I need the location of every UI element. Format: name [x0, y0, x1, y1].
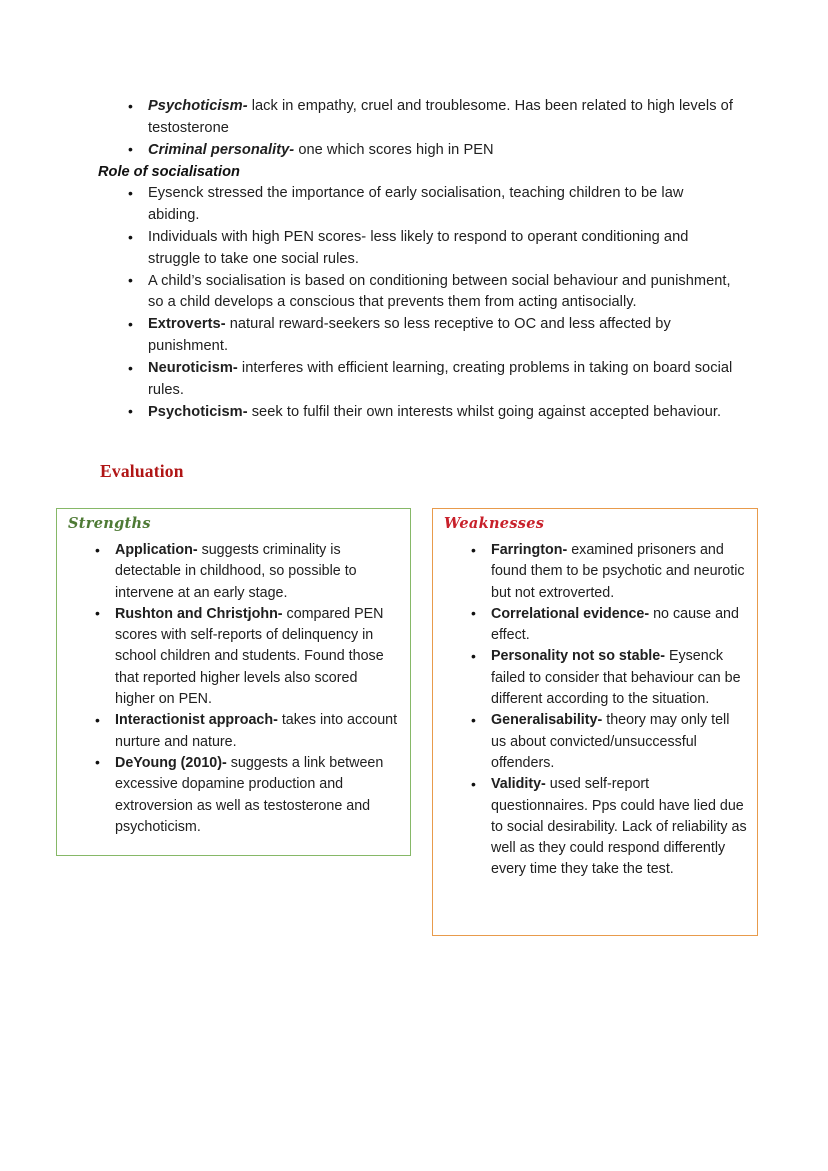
list-item-text: examined prisoners and found them to be psychotic and neurotic but not extroverted.	[491, 542, 745, 601]
weaknesses-box	[432, 508, 758, 936]
list-item-text: takes into account nurture and nature.	[115, 712, 398, 750]
top-bullet-list	[98, 96, 738, 161]
list-item-lead: Correlational evidence-	[491, 605, 650, 622]
list-item	[98, 227, 738, 270]
list-item-lead: DeYoung (2010)-	[115, 754, 227, 771]
list-item-lead: Application-	[115, 542, 198, 558]
list-item	[98, 140, 738, 162]
list-item	[57, 540, 410, 604]
list-item-text: natural reward-seekers so less receptive to OC and less affected by punishment.	[148, 316, 671, 355]
list-item-text: seek to fulfil their own interests whilst going against accepted behaviour.	[247, 403, 722, 420]
list-item	[433, 604, 757, 647]
list-item-text: used self-report questionnaires. Pps could have lied due to social desirability. Lack of reliability as well as they could respond differently every time they take the test.	[491, 776, 747, 878]
list-item	[98, 314, 738, 357]
list-item-text: theory may only tell us about convicted/unsuccessful offenders.	[491, 712, 730, 771]
list-item-text: suggests a link between excessive dopamine production and extroversion as well as testosterone and psychoticism.	[115, 754, 384, 835]
weaknesses-box-title: Weaknesses	[444, 515, 545, 532]
list-item	[57, 604, 410, 710]
list-item	[98, 96, 738, 139]
list-item	[98, 183, 738, 226]
socialisation-bullet-list	[98, 183, 738, 423]
weaknesses-bullet-list	[433, 540, 757, 881]
list-item-lead: Psychoticism-	[148, 403, 248, 420]
role-of-socialisation-heading: Role of socialisation	[98, 163, 240, 180]
list-item	[98, 358, 738, 401]
list-item	[433, 774, 757, 880]
list-item-lead: Rushton and Christjohn-	[115, 605, 283, 622]
strengths-box-title: Strengths	[68, 515, 151, 532]
strengths-bullet-list	[57, 540, 410, 838]
list-item-text: compared PEN scores with self-reports of delinquency in school children and students. Found those that reported higher levels also scored higher on PEN.	[115, 605, 384, 708]
notes-section	[98, 96, 738, 424]
list-item-text: no cause and effect.	[491, 605, 739, 644]
list-item-text: Eysenck stressed the importance of early socialisation, teaching children to be law abiding.	[148, 185, 684, 223]
list-item	[57, 753, 410, 838]
list-item-text: A child’s socialisation is based on conditioning between social behaviour and punishment, so a child develops a conscious that prevents them from acting antisocially.	[148, 272, 731, 311]
list-item-text: Individuals with high PEN scores- less likely to respond to operant conditioning and struggle to take one social rules.	[148, 229, 689, 267]
list-item-lead: Farrington-	[491, 542, 568, 558]
list-item-lead: Psychoticism-	[148, 98, 248, 114]
list-item	[98, 402, 738, 424]
list-item	[98, 271, 738, 314]
list-item-text: interferes with efficient learning, creating problems in taking on board social rules.	[148, 360, 733, 398]
evaluation-heading: Evaluation	[100, 461, 184, 481]
list-item-lead: Generalisability-	[491, 712, 603, 729]
list-item-lead: Interactionist approach-	[115, 712, 278, 729]
list-item-text: one which scores high in PEN	[294, 141, 494, 158]
list-item	[433, 646, 757, 710]
list-item-lead: Personality not so stable-	[491, 648, 665, 665]
list-item-text: Eysenck failed to consider that behaviour can be different according to the situation.	[491, 648, 741, 708]
list-item	[433, 710, 757, 774]
strengths-box	[56, 508, 411, 856]
list-item	[57, 710, 410, 753]
list-item-text: suggests criminality is detectable in childhood, so possible to intervene at an early stage.	[115, 542, 357, 601]
list-item	[433, 540, 757, 604]
list-item-lead: Criminal personality-	[148, 141, 295, 158]
list-item-lead: Neuroticism-	[148, 360, 238, 377]
list-item-text: lack in empathy, cruel and troublesome. Has been related to high levels of testosterone	[148, 98, 733, 136]
list-item-lead: Extroverts-	[148, 316, 226, 333]
list-item-lead: Validity-	[491, 776, 546, 793]
